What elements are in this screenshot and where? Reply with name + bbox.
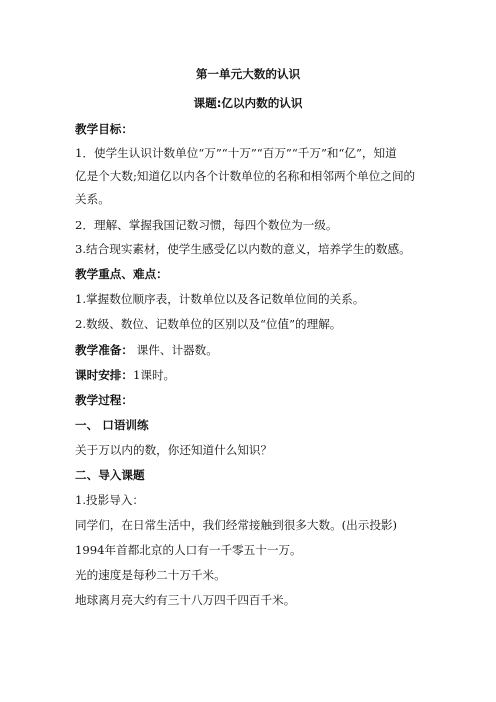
fact-3: 地球离月亮大约有三十八万四千四百千米。	[75, 593, 296, 607]
page-title: 第一单元大数的认识	[195, 67, 301, 81]
key-point-2: 2.数级、数位、记数单位的区别以及“位值”的理解。	[75, 317, 342, 331]
schedule-value: 1课时。	[132, 368, 176, 382]
process-heading: 教学过程：	[75, 393, 133, 407]
key-point-1: 1.掌握数位顺序表，计数单位以及各记数单位间的关系。	[75, 292, 365, 306]
preparation-value: 课件、计器数。	[132, 343, 218, 357]
goal-1-line-1: 1．使学生认识计数单位“万”“十万”“百万”“千万”和“亿”，知道	[75, 146, 397, 160]
fact-1: 1994年首都北京的人口有一千零五十一万。	[75, 543, 302, 557]
intro-item: 1.投影导入：	[75, 493, 145, 507]
section-1-question: 关于万以内的数，你还知道什么知识？	[75, 443, 273, 457]
section-1-heading: 一、 口语训练	[75, 418, 149, 432]
section-2-heading: 二、导入课题	[75, 468, 145, 482]
key-points-heading: 教学重点、难点：	[75, 267, 168, 281]
lesson-subtitle: 课题:亿以内数的认识	[193, 96, 303, 110]
preparation-label: 教学准备：	[75, 343, 133, 357]
goal-3: 3.结合现实素材，使学生感受亿以内数的意义，培养学生的数感。	[75, 242, 411, 256]
goal-1-line-3: 关系。	[75, 192, 110, 206]
intro-text: 同学们，在日常生活中，我们经常接触到很多大数。(出示投影)	[75, 518, 398, 532]
goals-heading: 教学目标：	[75, 122, 133, 136]
goal-2: 2．理解、掌握我国记数习惯，每四个数位为一级。	[75, 218, 338, 232]
goal-1-line-2: 亿是个大数;知道亿以内各个计数单位的名称和相邻两个单位之间的	[75, 169, 416, 183]
schedule-label: 课时安排：	[75, 368, 133, 382]
fact-2: 光的速度是每秒二十万千米。	[75, 568, 226, 582]
preparation-row	[75, 342, 421, 358]
schedule-row	[75, 367, 421, 383]
